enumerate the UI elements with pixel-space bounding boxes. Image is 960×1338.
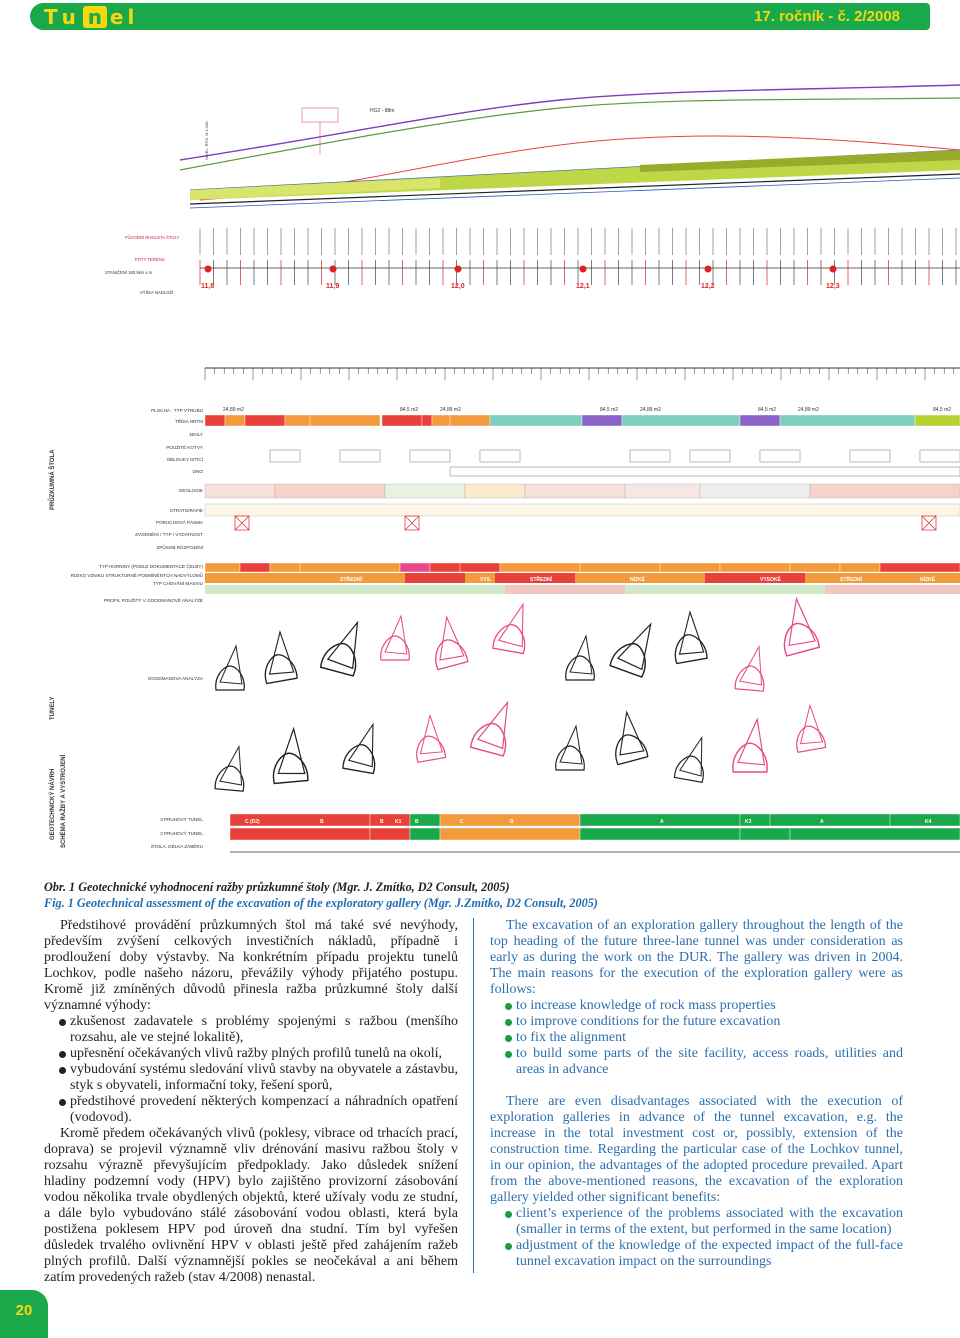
bullet-icon: [505, 1243, 512, 1250]
goodman-wedge: [258, 630, 297, 683]
goodman-wedge: [493, 600, 532, 653]
tunnel-2lane-segment: [740, 828, 790, 840]
wedge-block: [610, 710, 644, 757]
class-segment: [582, 415, 622, 426]
logo-letter: u: [61, 4, 80, 29]
issue-label: 17. ročník - č. 2/2008: [754, 8, 900, 25]
bullet-icon: [505, 1211, 512, 1218]
wedge-base: [677, 658, 707, 663]
label-pruzkumna-stola: PRŮZKUMNÁ ŠTOLA: [50, 449, 56, 510]
label-tunely: TUNELY: [50, 696, 56, 720]
area-label: 24,89 m2: [440, 407, 461, 413]
wedge-block: [414, 714, 442, 755]
bullet-item: předstihové provedení některých kompenzací a náhradních opatření (vodovod).: [44, 1094, 458, 1126]
text-column-cz: [44, 918, 458, 1286]
row-label: OBLOUKY ISTÍCÍ: [166, 457, 203, 462]
risk-label: VYS.: [480, 577, 492, 583]
label-poty: POTY TERÉNU: [135, 257, 165, 262]
wedge-block: [617, 618, 657, 670]
rock-type-segment: [580, 563, 660, 572]
bullet-item: to improve conditions for the future excavation: [490, 1014, 903, 1030]
wedge-block: [274, 728, 304, 776]
wedge-block: [327, 617, 364, 668]
area-label: 84,5 m2: [933, 407, 952, 413]
risk-label: STŘEDNÍ: [340, 577, 362, 583]
tunnel-class-label: K1: [395, 819, 402, 825]
label-staniceni: STANIČENÍ 160.5km x m: [105, 270, 153, 275]
wedge-base: [267, 678, 297, 683]
bolt-box: [850, 450, 890, 462]
wedge-base: [471, 747, 503, 756]
goodman-wedge: [410, 714, 446, 762]
goodman-wedge: [381, 616, 410, 660]
tunel-logo: [44, 5, 138, 28]
wedge-block: [477, 697, 514, 748]
class-segment: [915, 415, 960, 426]
tunnel-class-label: K4: [925, 819, 932, 825]
geotechnical-figure: [40, 40, 960, 870]
goodman-wedge: [566, 636, 595, 680]
tunnel-class-label: B: [510, 819, 514, 825]
wedge-base: [274, 780, 307, 783]
bolt-box: [340, 450, 380, 462]
rock-type-segment: [500, 563, 580, 572]
wedge-block: [794, 704, 822, 745]
tunnel-2lane-segment: [410, 828, 440, 840]
tunnel-class-label: K3: [745, 819, 752, 825]
wedge-block: [673, 611, 704, 656]
row-label: GEOLOGIE: [178, 488, 203, 493]
goodman-wedge: [425, 615, 468, 670]
station-label: 12,3: [826, 283, 840, 290]
row-label: JEHLY: [189, 432, 203, 437]
behaviour-segment: [205, 585, 505, 594]
fault-x: [405, 516, 419, 530]
profile-vertical-label: NIVEL. RYS. M 1:100: [204, 121, 209, 160]
rock-type-segment: [880, 563, 960, 572]
wedge-base: [438, 662, 468, 670]
goodman-wedge: [216, 646, 245, 690]
logo-letter-box: n: [83, 6, 107, 28]
tunnel-2lane-segment: [580, 828, 740, 840]
wedge-block: [220, 646, 242, 684]
geology-segment: [205, 484, 275, 498]
behaviour-segment: [825, 585, 960, 594]
row-label: 2 PRUHOVÝ TUNEL: [160, 831, 203, 836]
goodman-wedge: [320, 616, 367, 676]
station-label: 11,8: [201, 283, 215, 290]
class-segment: [205, 415, 225, 426]
wedge-block: [570, 636, 592, 674]
wedge-block: [560, 726, 582, 764]
row-label: POUŽITÉ KOTVY: [166, 445, 203, 450]
risk-segment: [705, 573, 805, 583]
class-segment: [780, 415, 915, 426]
station-label: 12,0: [451, 283, 465, 290]
area-label: 24,89 m2: [798, 407, 819, 413]
geology-segment: [385, 484, 465, 498]
bullet-icon: [59, 1099, 66, 1106]
tunnel-class-label: A: [820, 819, 824, 825]
geology-segment: [625, 484, 700, 498]
class-segment: [422, 415, 432, 426]
bullet-icon: [59, 1067, 66, 1074]
bolt-box: [690, 450, 730, 462]
row-label: GOODMANOVA ANALÝZA: [147, 676, 203, 681]
row-label: PORUCHOVÁ PÁSMA: [156, 520, 203, 525]
geotechnical-rows: [205, 407, 960, 594]
bullet-item: to build some parts of the site facility, access roads, utilities and areas in advance: [490, 1046, 903, 1078]
row-label: PROFIL POUŽITÝ V GOODMANOVĚ ANALÝZE: [103, 598, 203, 603]
bullet-item: to fix the alignment: [490, 1030, 903, 1046]
rock-type-segment: [300, 563, 400, 572]
rock-type-segment: [240, 563, 270, 572]
station-marker: [330, 266, 337, 273]
area-label: 84,5 m2: [600, 407, 619, 413]
row-label: RIZIKO VZNIKU STRUKTURNĚ PODMÍNĚNÝCH NADVÝLOMŮ: [70, 573, 203, 578]
geology-segment: [465, 484, 525, 498]
wedge-base: [787, 647, 819, 656]
area-label: 84,5 m2: [758, 407, 777, 413]
bullet-icon: [59, 1019, 66, 1026]
rock-type-segment: [720, 563, 790, 572]
label-schema: SCHÉMA RAŽBY A VYSTROJENÍ: [61, 754, 67, 848]
text-column-en: [490, 918, 903, 1270]
goodman-wedge: [343, 720, 382, 773]
geotechnical-diagram: [40, 40, 960, 870]
geology-segment: [275, 484, 385, 498]
page-number: 20: [15, 1302, 33, 1319]
bullet-item: client’s experience of the problems associated with the excavation (smaller in terms of the extent, but performed in the same location): [490, 1206, 903, 1238]
tunnel-2lane-segment: [370, 828, 410, 840]
bolt-box: [920, 450, 960, 462]
tunnel-3lane-segment: [370, 814, 410, 826]
goodman-wedge: [215, 745, 247, 791]
bullet-item: vybudování systému sledování vlivů stavby na obyvatele a zástavbu, styk s obyvateli, informační toky, řešení sporů,: [44, 1062, 458, 1094]
tunnel-2lane-segment: [440, 828, 580, 840]
wedge-base: [493, 648, 523, 653]
risk-segment: [205, 573, 405, 583]
risk-label: STŘEDNÍ: [840, 577, 862, 583]
row-label: 3 PRUHOVÝ TUNEL: [160, 817, 203, 822]
fault-x: [235, 516, 249, 530]
fault-x: [922, 516, 936, 530]
wedge-base: [798, 747, 826, 752]
class-segment: [432, 415, 450, 426]
goodman-wedge: [773, 596, 820, 656]
rock-type-segment: [270, 563, 300, 572]
goodman-wedge: [790, 704, 826, 752]
wedge-block: [385, 616, 407, 654]
longitudinal-profile: [180, 85, 960, 208]
goodman-wedge: [610, 616, 660, 677]
tunnel-class-label: C (D2): [245, 819, 260, 825]
wedge-base: [735, 689, 763, 691]
goodman-wedges: [215, 596, 826, 791]
bolt-box: [270, 450, 300, 462]
class-segment: [285, 415, 310, 426]
station-label: 12,2: [701, 283, 715, 290]
station-label: 12,1: [576, 283, 590, 290]
behaviour-segment: [625, 585, 825, 594]
logo-letter: T: [44, 4, 62, 29]
class-segment: [490, 415, 582, 426]
goodman-wedge: [470, 696, 517, 756]
header-bar: [30, 3, 930, 30]
class-segment: [740, 415, 780, 426]
bullet-icon: [505, 1003, 512, 1010]
tunnel-class-label: C: [460, 819, 464, 825]
rock-type-segment: [660, 563, 720, 572]
geology-segment: [525, 484, 625, 498]
station-label: 11,9: [326, 283, 340, 290]
label-niveleta: PŮVODNÍ NIVELETA ŠTOLY: [125, 235, 180, 240]
goodman-wedge: [269, 728, 308, 784]
tunnel-2lane-segment: [790, 828, 960, 840]
row-label: ŠTOLA, DÉLKA ZÁBĚRU: [150, 844, 203, 849]
risk-segment: [405, 573, 465, 583]
area-label: 84,5 m2: [400, 407, 419, 413]
wedge-block: [778, 597, 815, 648]
wedge-base: [343, 768, 373, 773]
wedge-base: [418, 757, 446, 762]
profile-top-label: HG2 - 88m: [370, 108, 395, 114]
station-marker: [205, 266, 212, 273]
bullet-item: adjustment of the knowledge of the expected impact of the full-face tunnel excavation impact on the surroundings: [490, 1238, 903, 1270]
tunnel-class-label: B: [380, 819, 384, 825]
tunnel-2lane-segment: [230, 828, 370, 840]
rock-type-segment: [840, 563, 880, 572]
class-segment: [310, 415, 380, 426]
ono-box: [450, 467, 960, 476]
tunnel-class-label: B: [320, 819, 324, 825]
tunnel-class-bands: [230, 814, 960, 852]
tunnel-3lane-segment: [770, 814, 890, 826]
rock-type-segment: [205, 563, 240, 572]
chainage-ruler: [205, 368, 960, 380]
station-marker: [705, 266, 712, 273]
paragraph: Kromě předem očekávaných vlivů (poklesy, vibrace od trhacích prací, doprava) se projevil významně vliv drénování masivu ražbou štoly v rozsahu výrazně převyšujícím předpoklady. Jako důsledek snížení hladiny podzemní vody (HPV) bylo zajištěno provizorní zásobování vodou několika trvale obydlených objektů, které užívaly vodu ze studní, a dále bylo vybudováno stálé zásobování vodou oblasti, která byla postižena poklesem HPV pod úroveň dna studní. Tím byl vyřešen důsledek trvalého ovlivnění HPV v oblasti ještě před zahájením ražeb plných profilů. Další významnější pokles se neočekával a ani během zatím provedených ražeb (stav 4/2008) nenastal.: [44, 1126, 458, 1285]
geology-segment: [810, 484, 960, 498]
table-row-labels: [71, 407, 204, 849]
bolt-box: [760, 450, 800, 462]
label-geotech-navrh: GEOTECHNICKÝ NÁVRH: [50, 768, 56, 840]
profile-left-labels: [105, 235, 180, 295]
row-label: STRATIGRAFIE: [169, 508, 203, 513]
paragraph: There are even disadvantages associated with the execution of exploration galleries in advance of the tunnel excavation, e.g. the increase in the total investment cost or, possibly, extension of the construction time. Regarding the particular case of the Lochkov tunnel, in our opinion, the advantages of the adopted procedure prevailed. Apart from the above-mentioned reasons, the excavation of the exploration gallery yielded other significant benefits:: [490, 1094, 903, 1205]
goodman-wedge: [605, 710, 648, 765]
class-segment: [382, 415, 422, 426]
wedge-base: [618, 757, 648, 765]
rock-type-segment: [790, 563, 840, 572]
logo-letter: e: [109, 4, 128, 29]
station-marker: [580, 266, 587, 273]
area-label: 24,89 m2: [640, 407, 661, 413]
bullet-item: zkušenost zadavatele s problémy spojenými s ražbou (menšího rozsahu, ale ve stejné lokalitě),: [44, 1014, 458, 1046]
risk-label: NÍZKÉ: [920, 577, 935, 583]
bolt-box: [480, 450, 520, 462]
bolt-box: [410, 450, 450, 462]
paragraph: The excavation of an exploration gallery throughout the length of the top heading of the future three-lane tunnel was under consideration as early as during the work on the DUR. The gallery was driven in 2004. The main reasons for the execution of the exploration gallery were as follows:: [490, 918, 903, 997]
goodman-wedge: [674, 734, 710, 782]
tunnel-class-label: A: [660, 819, 664, 825]
rock-type-segment: [400, 563, 430, 572]
wedge-base: [321, 667, 353, 676]
row-label: TYP HORNINY (PODLE DOKUMENTACE ČELBY): [98, 564, 203, 569]
row-label: ONO: [192, 469, 203, 474]
row-label: TŘÍDA NRTM: [175, 419, 203, 424]
wedge-block: [263, 631, 294, 676]
bullet-icon: [505, 1019, 512, 1026]
bullet-icon: [505, 1035, 512, 1042]
wedge-base: [674, 777, 702, 782]
wedge-block: [430, 615, 464, 662]
class-segment: [450, 415, 490, 426]
risk-label: VYSOKÉ: [760, 577, 781, 583]
wedge-block: [738, 719, 764, 765]
column-divider: [473, 918, 474, 1273]
label-vyska: VÝŠKA NADLOŽÍ: [140, 290, 174, 295]
figure-caption-cz: Obr. 1 Geotechnické vyhodnocení ražby průzkumné štoly (Mgr. J. Zmítko, D2 Consult, 2005): [44, 880, 510, 894]
bullet-item: to increase knowledge of rock mass properties: [490, 998, 903, 1014]
bullet-item: upřesnění očekávaných vlivů ražby plných profilů tunelů na okolí,: [44, 1046, 458, 1062]
row-label: ZVODNĚNÍ / TYP / VYDATNOST: [135, 532, 203, 537]
logo-letter: l: [127, 4, 139, 29]
rock-type-segment: [430, 563, 460, 572]
goodman-wedge: [668, 610, 707, 663]
wedge-block: [740, 645, 765, 685]
wedge-block: [220, 745, 245, 785]
row-label: PLOCHA - TYP VÝRUBU: [151, 408, 203, 413]
station-ticks: [200, 228, 960, 285]
area-label: 24,89 m2: [223, 407, 244, 413]
risk-label: NÍZKÉ: [630, 577, 645, 583]
vertical-side-labels: [48, 449, 67, 848]
bullet-icon: [505, 1051, 512, 1058]
station-marker: [455, 266, 462, 273]
station-labels: [201, 266, 840, 291]
class-segment: [225, 415, 245, 426]
goodman-wedge: [733, 719, 767, 772]
rock-type-segment: [460, 563, 500, 572]
figure-caption-en: Fig. 1 Geotechnical assessment of the excavation of the exploratory gallery (Mgr. J.Zmítko, D2 Consult, 2005): [44, 896, 598, 910]
wedge-profile: [271, 752, 308, 784]
row-label: TYP CHOVÁNÍ MASIVU: [153, 581, 203, 586]
paragraph: Předstihové provádění průzkumných štol má také své nevýhody, především zvýšení celkových investičních nákladů, případně i prodloužení doby výstavby. Na konkrétním případu projektu tunelů Lochkov, podle našeho názoru, převážily výhody přijatého postupu. Kromě již zmíněných důvodů přinesla ražba průzkumné štoly další významné výhody:: [44, 918, 458, 1013]
station-marker: [830, 266, 837, 273]
behaviour-segment: [505, 585, 625, 594]
goodman-wedge: [556, 726, 585, 770]
tunnel-class-label: B: [415, 819, 419, 825]
bullet-icon: [59, 1051, 66, 1058]
geology-segment: [700, 484, 810, 498]
stratigraphy-band: [205, 504, 960, 516]
goodman-wedge: [735, 645, 767, 691]
risk-label: STŘEDNÍ: [530, 577, 552, 583]
row-label: ZPŮSOB ROZPOJENÍ: [156, 545, 203, 550]
bolt-box: [630, 450, 670, 462]
class-segment: [245, 415, 285, 426]
wedge-base: [215, 789, 243, 791]
class-segment: [622, 415, 740, 426]
page-number-badge: [0, 1290, 48, 1338]
